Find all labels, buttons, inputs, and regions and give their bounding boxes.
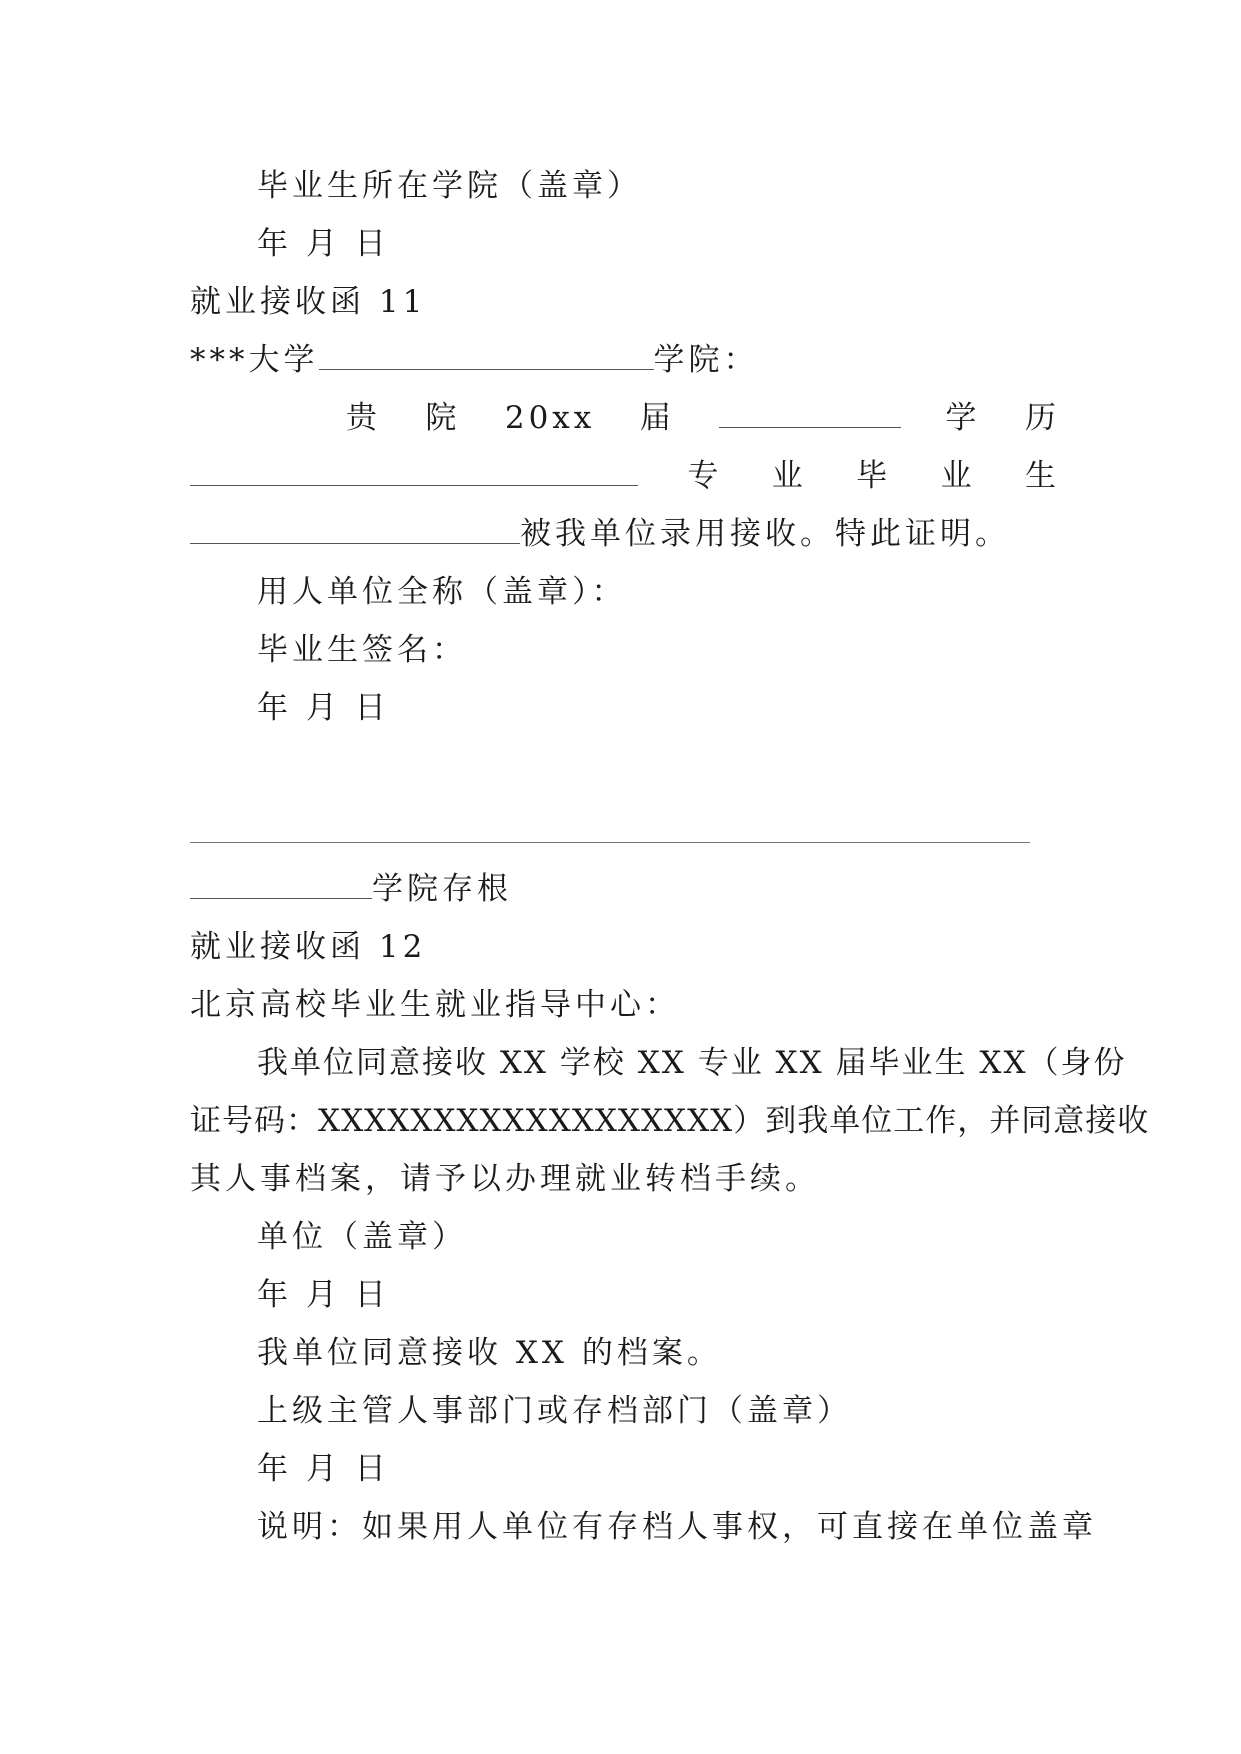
employer-seal-line: 用人单位全称（盖章）： xyxy=(257,574,627,610)
stub-label: 学院存根 xyxy=(372,871,512,907)
note-line: 说明：如果用人单位有存档人事权，可直接在单位盖章 xyxy=(257,1509,1097,1545)
graduate-name-blank xyxy=(190,511,520,544)
dept-seal-line: 上级主管人事部门或存档部门（盖章） xyxy=(257,1393,852,1429)
letter-12-date-1: 年 月 日 xyxy=(257,1277,390,1313)
word-xue: 学 xyxy=(945,400,981,436)
letter-12-body-line-3: 其人事档案，请予以办理就业转档手续。 xyxy=(190,1161,820,1197)
letter-12-addressee: 北京高校毕业生就业指导中心： xyxy=(190,987,680,1023)
word-li: 历 xyxy=(1024,400,1060,436)
word-zhuan: 专 xyxy=(687,458,723,494)
word-ye2: 业 xyxy=(940,458,976,494)
college-name-blank xyxy=(319,337,654,370)
letter-12-date-2: 年 月 日 xyxy=(257,1451,390,1487)
word-jie: 届 xyxy=(639,400,675,436)
salutation-suffix: 学院： xyxy=(653,342,759,378)
major-blank xyxy=(190,453,638,486)
stub-blank xyxy=(190,866,372,899)
stub-line xyxy=(190,860,1060,918)
letter-11-para-line-2 xyxy=(190,447,1060,505)
word-sheng: 生 xyxy=(1024,458,1060,494)
graduate-signature-line: 毕业生签名： xyxy=(257,632,467,668)
letter-12-body-line-1: 我单位同意接收 XX 学校 XX 专业 XX 届毕业生 XX（身份 xyxy=(257,1045,1127,1081)
letter-12-body-line-2: 证号码：XXXXXXXXXXXXXXXXXX）到我单位工作，并同意接收 xyxy=(190,1103,1150,1139)
archive-accept-line: 我单位同意接收 XX 的档案。 xyxy=(257,1335,722,1371)
date-line: 年 月 日 xyxy=(257,226,390,262)
letter-11-date: 年 月 日 xyxy=(257,690,390,726)
unit-seal-line: 单位（盖章） xyxy=(257,1219,467,1255)
letter-11-title: 就业接收函 11 xyxy=(190,284,427,320)
para-end: 被我单位录用接收。特此证明。 xyxy=(520,516,1010,552)
letter-11-para-line-3 xyxy=(190,505,1060,563)
letter-11-para-line-1 xyxy=(346,389,1060,447)
word-ye: 业 xyxy=(771,458,807,494)
letter-11-salutation xyxy=(190,331,1060,389)
degree-blank xyxy=(719,395,901,428)
college-seal-line: 毕业生所在学院（盖章） xyxy=(257,168,642,204)
salutation-prefix: ***大学 xyxy=(190,342,319,378)
word-yuan: 院 xyxy=(425,400,461,436)
word-gui: 贵 xyxy=(346,400,381,436)
letter-12-title: 就业接收函 12 xyxy=(190,929,427,965)
cut-line xyxy=(190,842,1030,843)
word-bi: 毕 xyxy=(856,458,892,494)
word-year: 20xx xyxy=(504,400,596,436)
